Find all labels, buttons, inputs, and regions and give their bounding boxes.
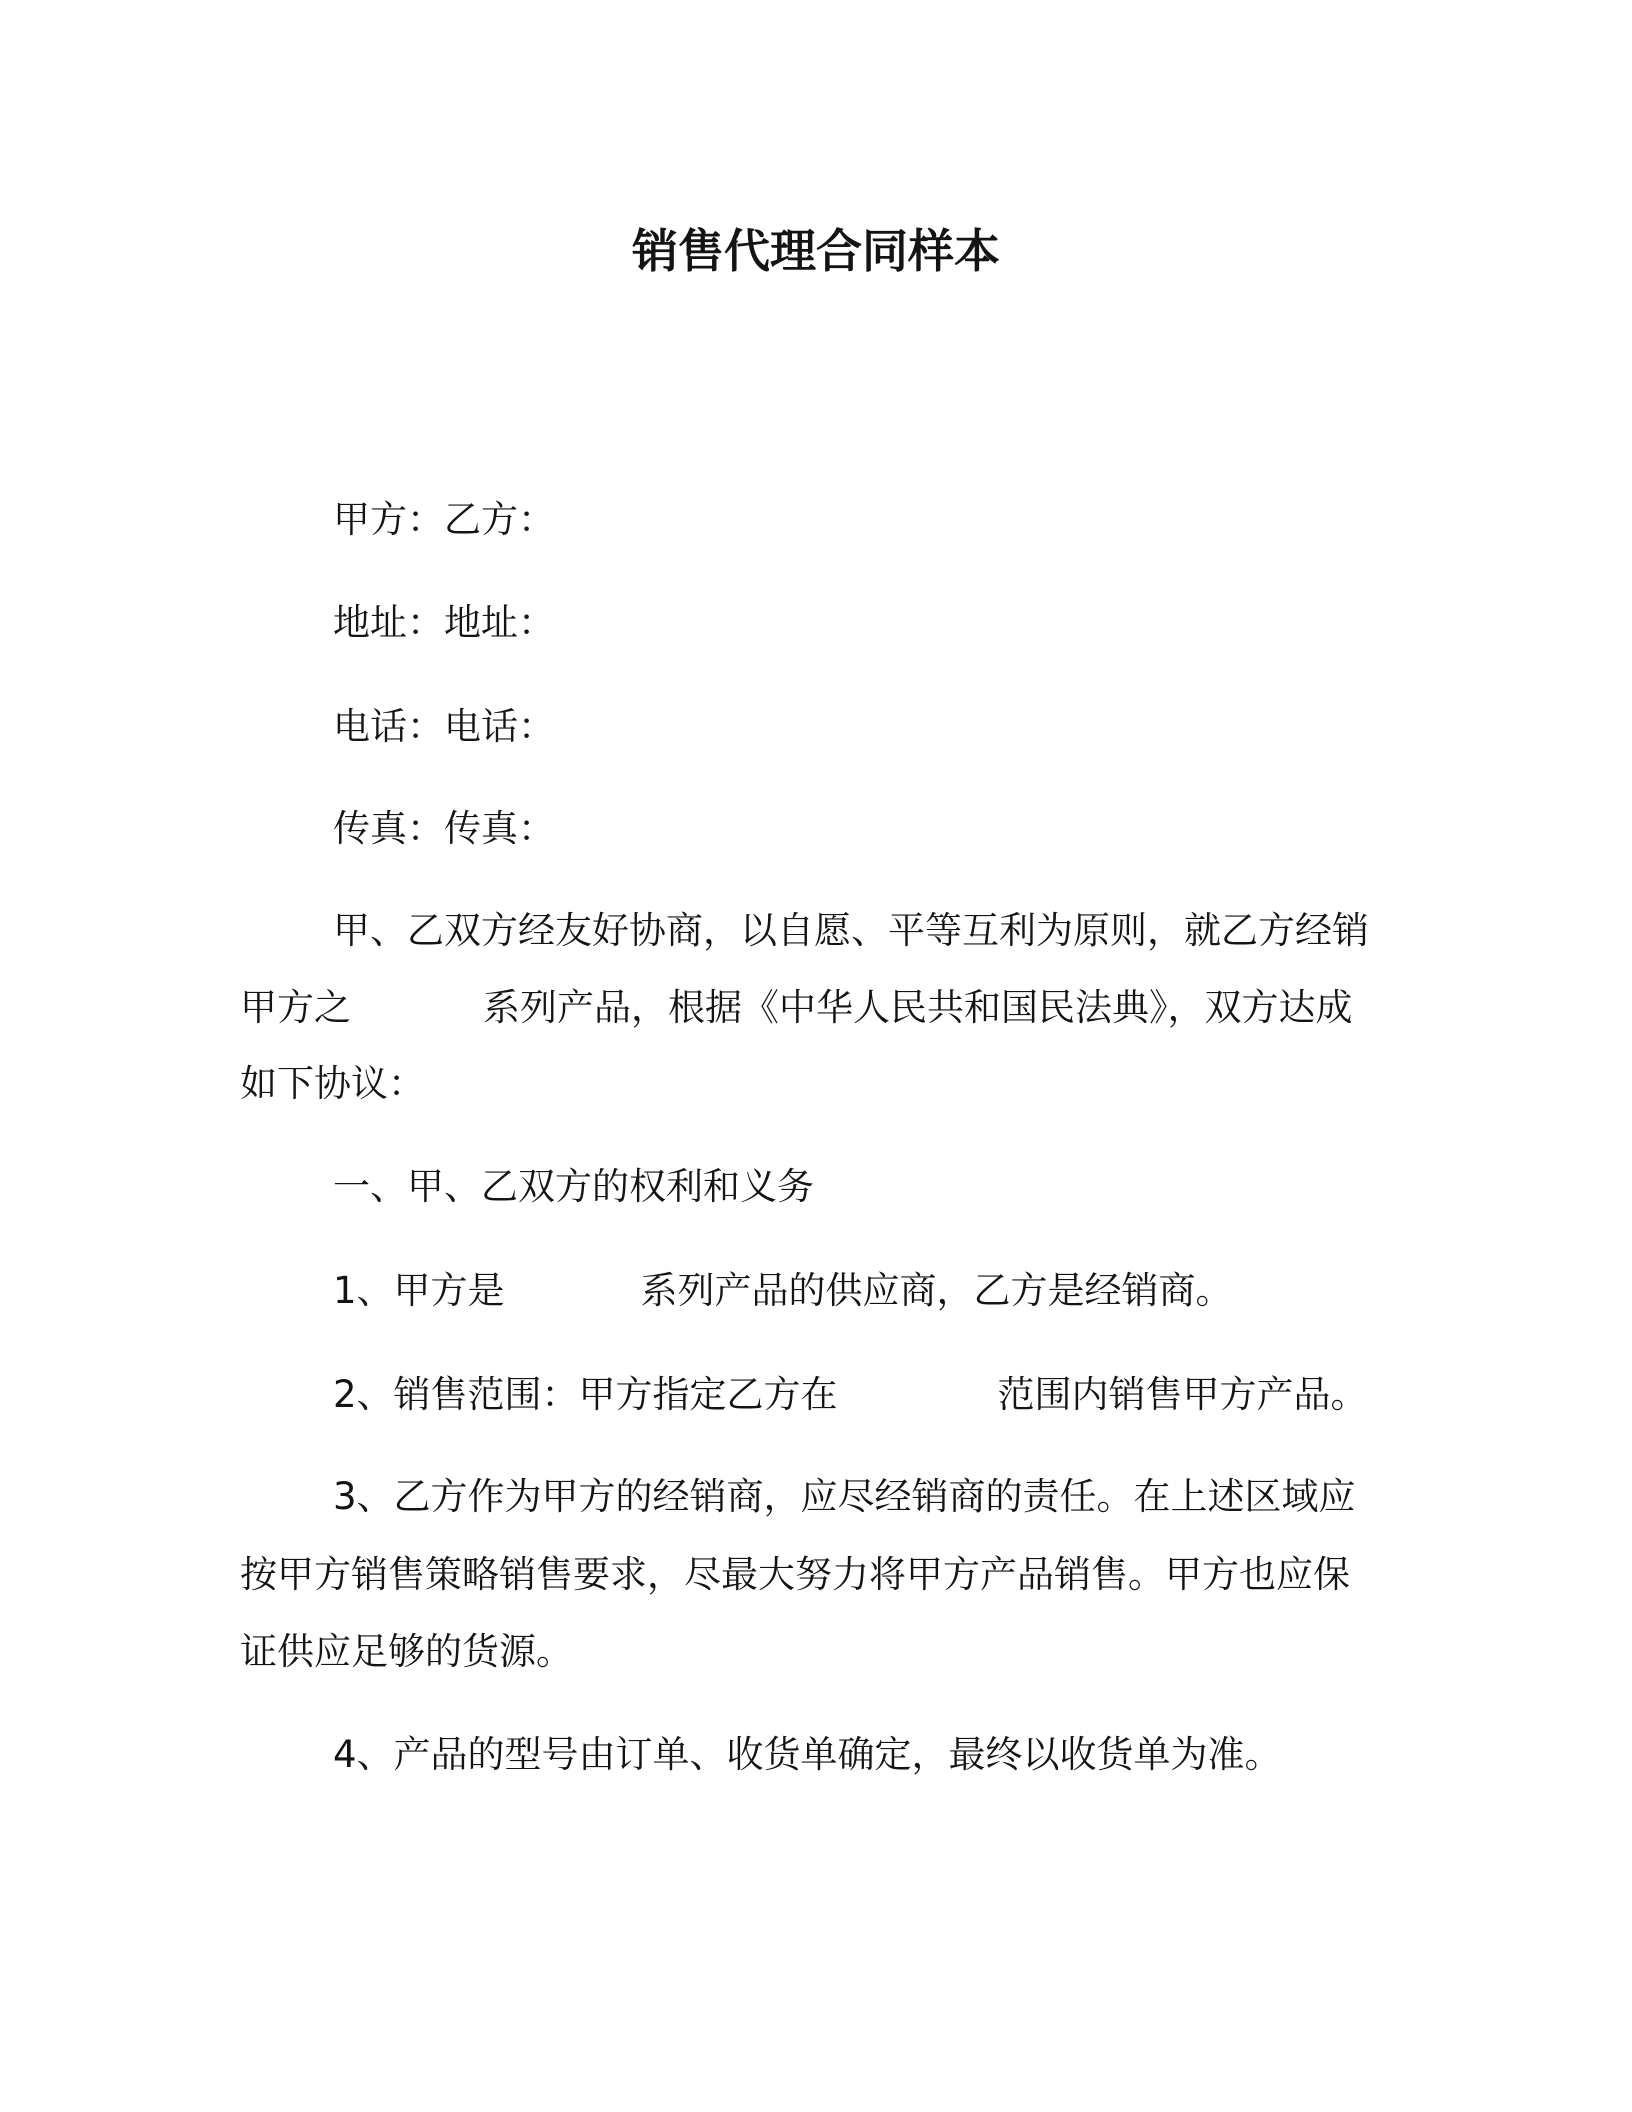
party-a-phone-label: 电话： <box>333 705 444 748</box>
clause-3-line-3: 证供应足够的货源。 <box>240 1630 573 1673</box>
product-series-blank <box>351 1009 483 1010</box>
clause-4: 4、产品的型号由订单、收货单确定，最终以收货单为准。 <box>333 1733 1282 1776</box>
clause-2-region-blank <box>838 1396 998 1397</box>
document-title: 销售代理合同样本 <box>632 224 1000 278</box>
party-b-fax-label: 传真： <box>444 807 555 850</box>
clause-1 <box>333 1269 1233 1313</box>
section-1-heading: 一、甲、乙双方的权利和义务 <box>333 1165 814 1208</box>
address-field-row <box>333 601 555 645</box>
party-field-row <box>333 498 555 542</box>
clause-1-after-blank: 系列产品的供应商，乙方是经销商。 <box>640 1269 1233 1312</box>
preamble-line-2 <box>240 986 1353 1030</box>
phone-field-row <box>333 705 555 749</box>
party-a-fax-label: 传真： <box>333 807 444 850</box>
party-b-phone-label: 电话： <box>444 705 555 748</box>
preamble-line-2-before-blank: 甲方之 <box>240 986 351 1029</box>
clause-1-product-blank <box>505 1292 641 1293</box>
preamble-line-3: 如下协议： <box>240 1062 425 1105</box>
clause-2 <box>333 1373 1368 1417</box>
preamble-line-2-after-blank: 系列产品，根据《中华人民共和国民法典》，双方达成 <box>483 986 1353 1029</box>
clause-3-line-2: 按甲方销售策略销售要求，尽最大努力将甲方产品销售。甲方也应保 <box>240 1553 1350 1596</box>
clause-3-line-1: 3、乙方作为甲方的经销商，应尽经销商的责任。在上述区域应 <box>333 1475 1356 1518</box>
party-b-label: 乙方： <box>444 498 555 541</box>
preamble-line-1: 甲、乙双方经友好协商，以自愿、平等互利为原则，就乙方经销 <box>333 909 1369 952</box>
clause-2-before-blank: 2、销售范围：甲方指定乙方在 <box>333 1373 838 1416</box>
clause-1-before-blank: 1、甲方是 <box>333 1269 505 1312</box>
party-a-label: 甲方： <box>333 498 444 541</box>
fax-field-row <box>333 807 555 851</box>
clause-2-after-blank: 范围内销售甲方产品。 <box>997 1373 1368 1416</box>
party-b-address-label: 地址： <box>444 601 555 644</box>
party-a-address-label: 地址： <box>333 601 444 644</box>
